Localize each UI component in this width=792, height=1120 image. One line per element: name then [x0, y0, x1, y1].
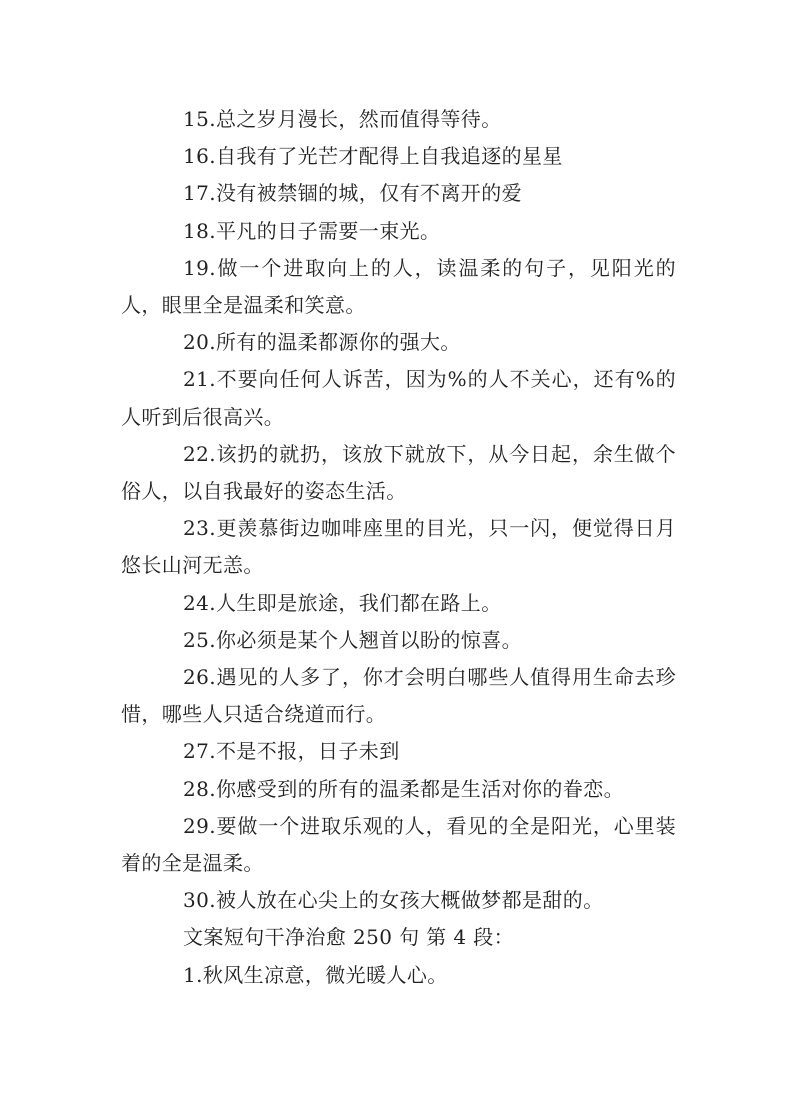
section-heading: 文案短句干净治愈 250 句 第 4 段：	[183, 925, 515, 950]
paragraph-27: 27.不是不报，日子未到	[183, 739, 400, 764]
paragraph-21: 21.不要向任何人诉苦，因为%的人不关心，还有%的人听到后很高兴。	[121, 367, 676, 429]
paragraph-15: 15.总之岁月漫长，然而值得等待。	[183, 107, 502, 131]
paragraph-29: 29.要做一个进取乐观的人，看见的全是阳光，心里装着的全是温柔。	[121, 813, 676, 876]
paragraph-16: 16.自我有了光芒才配得上自我追逐的星星	[183, 144, 563, 169]
paragraph-30: 30.被人放在心尖上的女孩大概做梦都是甜的。	[183, 888, 604, 913]
paragraph-1: 1.秋风生凉意，微光暖人心。	[183, 962, 448, 987]
paragraph-18: 18.平凡的日子需要一束光。	[183, 218, 441, 243]
document-body	[121, 101, 676, 994]
paragraph-17: 17.没有被禁锢的城，仅有不离开的爱	[183, 181, 523, 206]
paragraph-25: 25.你必须是某个人翘首以盼的惊喜。	[183, 627, 523, 652]
paragraph-24: 24.人生即是旅途，我们都在路上。	[183, 590, 502, 615]
paragraph-26: 26.遇见的人多了，你才会明白哪些人值得用生命去珍惜，哪些人只适合绕道而行。	[121, 665, 676, 727]
paragraph-23: 23.更羡慕街边咖啡座里的目光，只一闪，便觉得日月悠长山河无恙。	[121, 516, 676, 578]
paragraph-20: 20.所有的温柔都源你的强大。	[183, 330, 461, 355]
paragraph-22: 22.该扔的就扔，该放下就放下，从今日起，余生做个俗人，以自我最好的姿态生活。	[121, 441, 676, 504]
paragraph-19: 19.做一个进取向上的人，读温柔的句子，见阳光的人，眼里全是温柔和笑意。	[121, 255, 676, 318]
paragraph-28: 28.你感受到的所有的温柔都是生活对你的眷恋。	[183, 776, 625, 801]
